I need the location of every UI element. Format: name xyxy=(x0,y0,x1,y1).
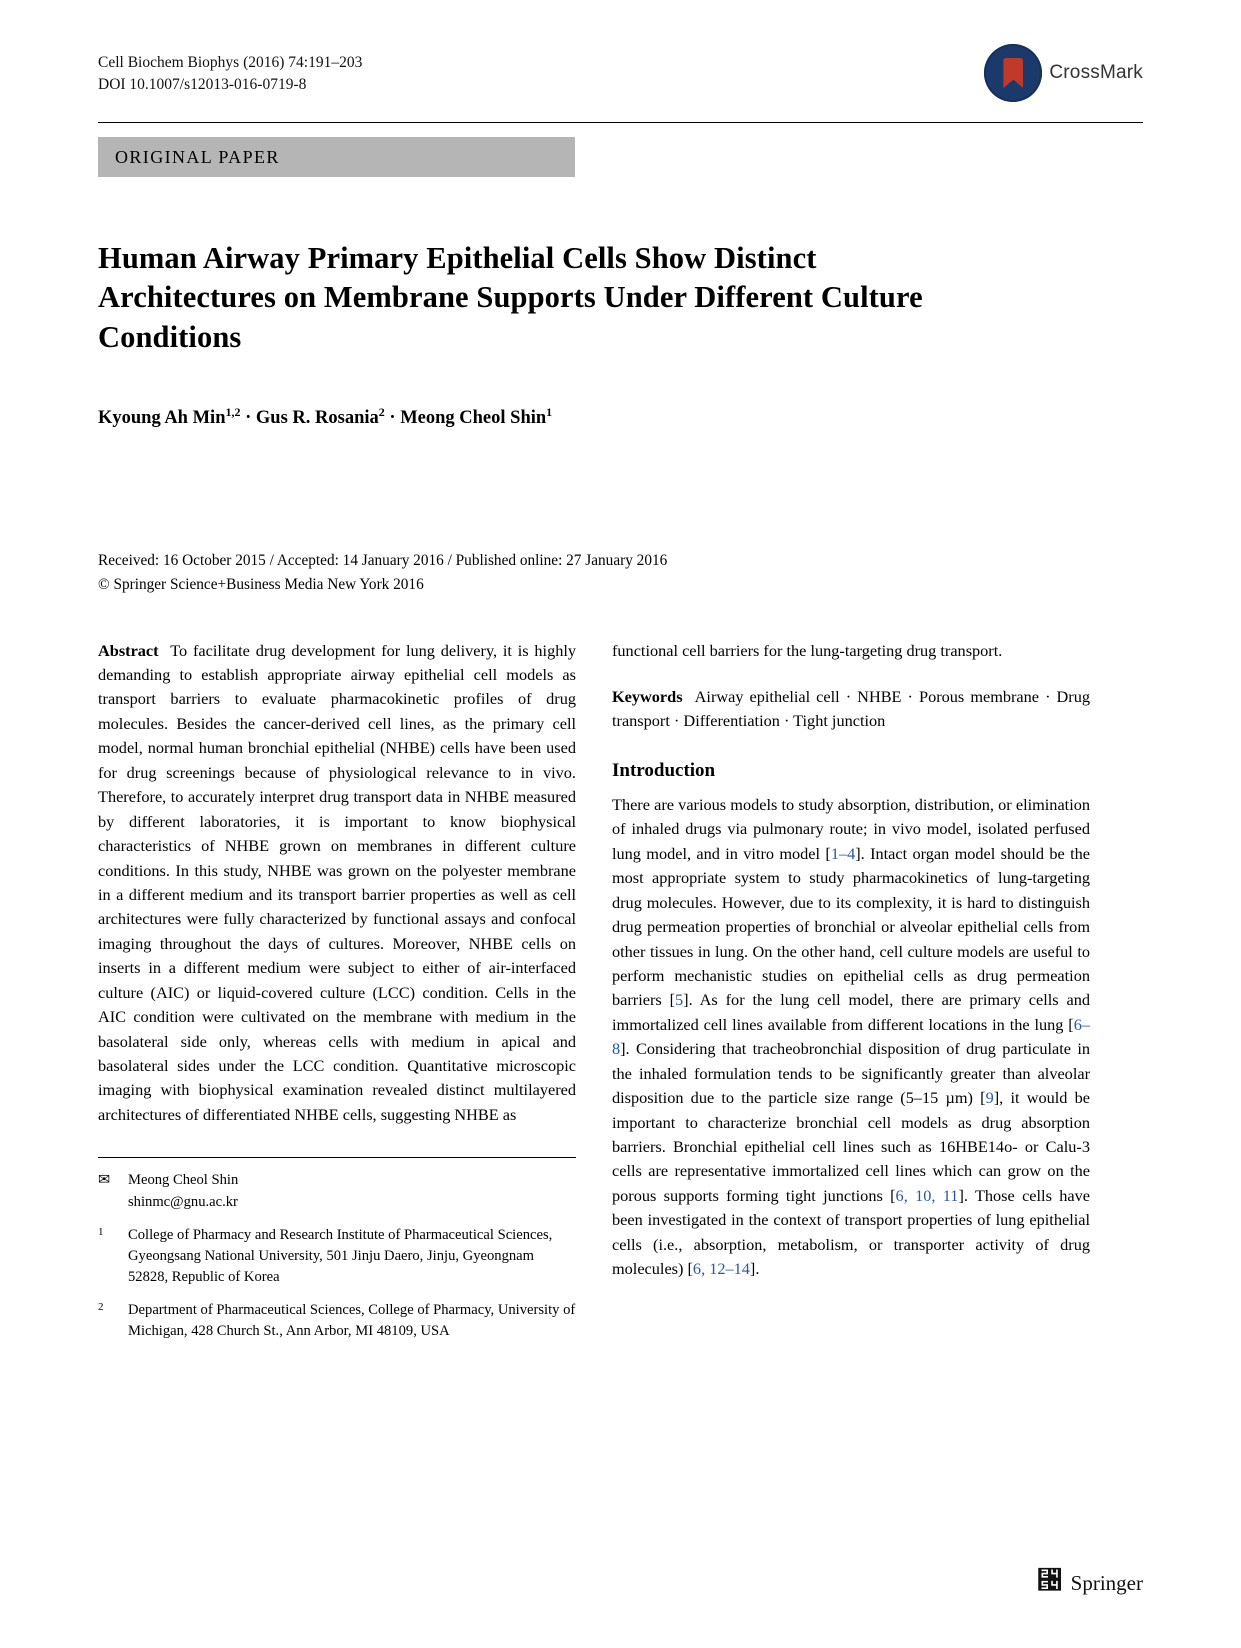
abstract-paragraph xyxy=(98,639,576,1128)
publication-dates xyxy=(98,549,1143,596)
affiliation-2-text: Department of Pharmaceutical Sciences, College of Pharmacy, University of Michigan, 428 Church St., Ann Arbor, MI 48109, USA xyxy=(128,1302,576,1340)
publisher-name: Springer xyxy=(1070,1570,1143,1595)
page-title: Human Airway Primary Epithelial Cells Show Distinct Architectures on Membrane Supports Under Different Culture Conditions xyxy=(98,241,923,354)
left-column xyxy=(98,639,576,1343)
crossmark-label: CrossMark xyxy=(1049,62,1143,83)
dates-line: Received: 16 October 2015 / Accepted: 14 January 2016 / Published online: 27 January 2016 xyxy=(98,552,668,570)
copyright-line: © Springer Science+Business Media New York 2016 xyxy=(98,575,424,593)
envelope-icon: ✉ xyxy=(98,1172,111,1189)
corresponding-body xyxy=(128,1170,576,1212)
introduction-paragraph: There are various models to study absorption, distribution, or elimination of inhaled drugs via pulmonary route; in vivo model, isolated perfused lung model, and in vitro model [1–4]. Intact organ model should be the most appropriate system to study pharmacokinetics of lung-targeting drug molecules. However, due to its complexity, it is hard to distinguish drug permeation properties of bronchial or alveolar epithelial cells from other tissues in lung. On the other hand, cell culture models are useful to perform mechanistic studies on epithelial cells as drug permeation barriers [5]. As for the lung cell model, there are primary cells and immortalized cell lines available from different locations in the lung [6–8]. Considering that tracheobronchial disposition of drug particulate in the inhaled formulation tends to be significantly greater than alveolar disposition due to the particle size range (5–15 µm) [9], it would be important to characterize bronchial cell models as drug absorption barriers. Bronchial epithelial cell lines such as 16HBE14o- or Calu-3 cells are representative immortalized cell lines which can grow on the porous supports forming tight junctions [6, 10, 11]. Those cells have been investigated in the context of transport properties of lung epithelial cells (i.e., absorption, metabolism, or transporter activity of drug molecules) [6, 12–14]. xyxy=(612,794,1090,1279)
abstract-label: Abstract xyxy=(98,640,159,660)
journal-citation: Cell Biochem Biophys (2016) 74:191–203 xyxy=(98,54,363,71)
journal-doi: DOI 10.1007/s12013-016-0719-8 xyxy=(98,76,307,94)
author-list: Kyoung Ah Min$^{1,2}$ · Gus R. Rosania$^2$ · Meong Cheol Shin$^1$ xyxy=(98,405,553,429)
section-heading-introduction: Introduction xyxy=(612,759,716,781)
springer-logo-icon: ⑔ xyxy=(1036,1566,1063,1595)
body-columns xyxy=(98,639,1143,1343)
keywords-paragraph xyxy=(612,685,1090,734)
keywords-text: Airway epithelial cell · NHBE · Porous membrane · Drug transport · Differentiation · Tight junction xyxy=(612,687,1091,731)
header-divider xyxy=(98,122,1143,123)
paper-type-label: ORIGINAL PAPER xyxy=(115,146,280,167)
affiliation-1 xyxy=(98,1225,576,1288)
publisher-footer xyxy=(1036,1566,1143,1596)
affiliation-2 xyxy=(98,1300,576,1342)
affiliation-1-mark: 1 xyxy=(98,1225,104,1238)
crossmark-badge[interactable] xyxy=(984,44,1143,102)
keywords-label: Keywords xyxy=(612,687,683,707)
corresponding-email[interactable]: shinmc@gnu.ac.kr xyxy=(128,1193,238,1210)
abstract-continued: functional cell barriers for the lung-targeting drug transport. xyxy=(612,640,1003,660)
corresponding-author xyxy=(98,1170,576,1212)
right-column xyxy=(612,639,1090,1343)
crossmark-icon xyxy=(984,44,1042,102)
paper-type-band xyxy=(98,137,575,177)
footnote-divider xyxy=(98,1157,576,1158)
abstract-text: To facilitate drug development for lung delivery, it is highly demanding to establish appropriate airway epithelial cell models as transport barriers to evaluate pharmacokinetic profiles of drug molecules. Besides the cancer-derived cell lines, as the primary cell model, normal human bronchial epithelial (NHBE) cells have been used for drug screenings because of physiological relevance to in vivo. Therefore, to accurately interpret drug transport data in NHBE measured by different laboratories, it is important to know biophysical characteristics of NHBE grown on membranes in different culture conditions. In this study, NHBE was grown on the polyester membrane in a different medium and its transport barrier properties as well as cell architectures were fully characterized by functional assays and confocal imaging throughout the days of cultures. Moreover, NHBE cells on inserts in a different medium were subject to either of air-interfaced culture (AIC) or liquid-covered culture (LCC) condition. Cells in the AIC condition were cultivated on the membrane with medium in the basolateral side only, whereas cells with medium in apical and basolateral sides under the LCC condition. Quantitative microscopic imaging with biophysical examination revealed distinct multilayered architectures of differentiated NHBE cells, suggesting NHBE as xyxy=(98,640,577,1124)
affiliation-1-text: College of Pharmacy and Research Institute of Pharmaceutical Sciences, Gyeongsang National University, 501 Jinju Daero, Jinju, Gyeongnam 52828, Republic of Korea xyxy=(128,1226,553,1285)
corresponding-name: Meong Cheol Shin xyxy=(128,1172,239,1189)
page-header xyxy=(98,52,1143,114)
affiliation-2-mark: 2 xyxy=(98,1301,104,1314)
